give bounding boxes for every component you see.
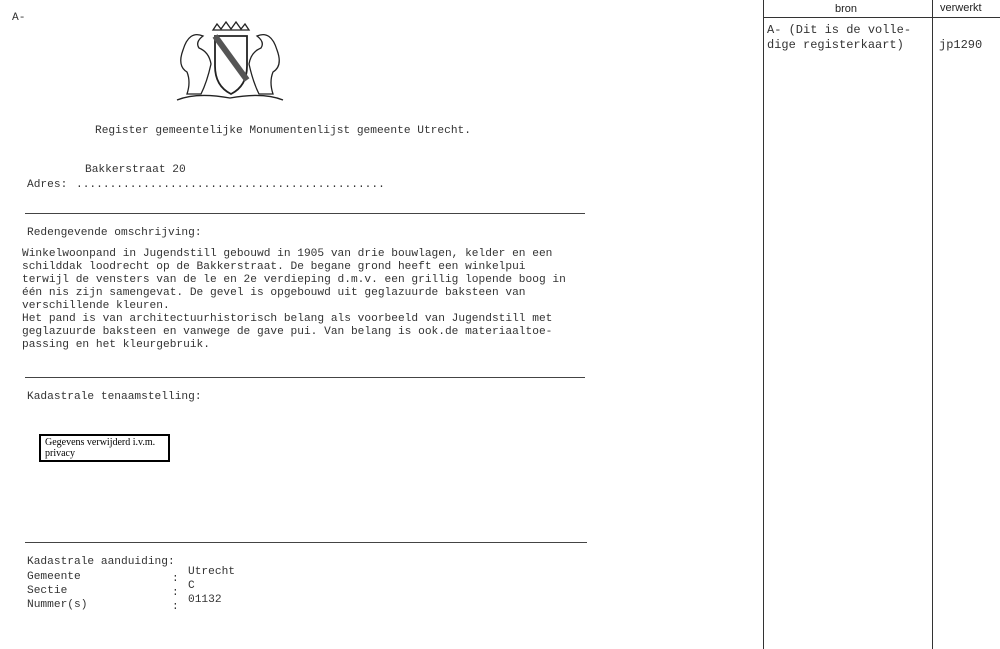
colon: :	[172, 573, 179, 585]
table-line	[763, 0, 764, 649]
coat-of-arms-logo	[175, 20, 285, 106]
description-line: schilddak loodrecht op de Bakkerstraat. De begane grond heeft een winkelpui	[22, 261, 526, 273]
address-dots: ..............................................	[76, 179, 385, 191]
table-line	[763, 17, 1000, 18]
nummers-key: Nummer(s)	[27, 599, 88, 611]
description-line: Het pand is van architectuurhistorisch belang als voorbeeld van Jugendstill met	[22, 313, 553, 325]
colon: :	[172, 587, 179, 599]
sectie-key: Sectie	[27, 585, 68, 597]
address-label: Adres:	[27, 179, 68, 191]
header-bron: bron	[835, 3, 858, 15]
header-verwerkt: verwerkt	[940, 2, 982, 14]
description-line: geglazuurde baksteen en vanwege de gave pui. Van belang is ook.de materiaaltoe-	[22, 326, 553, 338]
address-value: Bakkerstraat 20	[85, 164, 186, 176]
description-line: één nis zijn samengevat. De gevel is opgebouwd uit geglazuurde baksteen van	[22, 287, 526, 299]
corner-mark: A-	[12, 12, 26, 24]
description-line: passing en het kleurgebruik.	[22, 339, 210, 351]
aanduiding-label: Kadastrale aanduiding:	[27, 556, 175, 568]
verwerkt-value: jp1290	[939, 38, 983, 52]
divider	[25, 542, 587, 543]
bron-line: A- (Dit is de volle-	[767, 23, 912, 37]
description-line: Winkelwoonpand in Jugendstill gebouwd in 1905 van drie bouwlagen, kelder en een	[22, 248, 553, 260]
description-line: verschillende kleuren.	[22, 300, 170, 312]
document-title: Register gemeentelijke Monumentenlijst gemeente Utrecht.	[95, 125, 471, 137]
gemeente-value: Utrecht	[188, 566, 235, 578]
description-label: Redengevende omschrijving:	[27, 227, 202, 239]
privacy-notice: Gegevens verwijderd i.v.m. privacy	[39, 434, 170, 462]
table-line	[932, 0, 933, 649]
colon: :	[172, 601, 179, 613]
tenaamstelling-label: Kadastrale tenaamstelling:	[27, 391, 202, 403]
description-body	[22, 248, 566, 352]
nummers-value: 01132	[188, 594, 222, 606]
divider	[25, 377, 585, 378]
gemeente-key: Gemeente	[27, 571, 81, 583]
sectie-value: C	[188, 580, 195, 592]
description-line: terwijl de vensters van de le en 2e verdieping d.m.v. een grillig lopende boog in	[22, 274, 566, 286]
bron-line: dige registerkaart)	[767, 38, 904, 52]
divider	[25, 213, 585, 214]
